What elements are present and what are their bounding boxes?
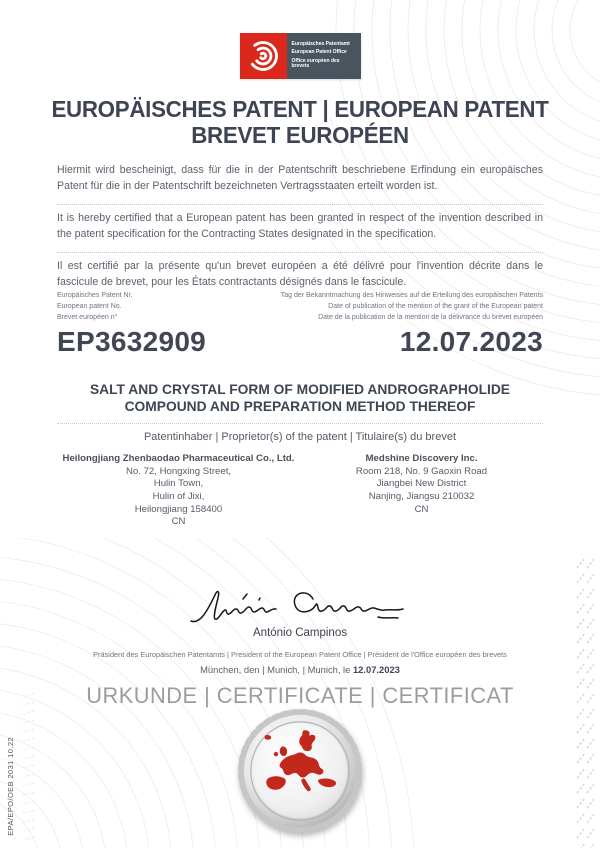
grant-date-value: 12.07.2023 [399, 326, 543, 357]
epo-seal-icon [236, 707, 364, 835]
epo-swirl-icon [240, 33, 287, 79]
proprietor-1-address-line: No. 72, Hongxing Street, [125, 465, 232, 477]
patent-number-labels [57, 291, 133, 324]
grant-date-labels [281, 291, 543, 324]
reference-labels [57, 291, 543, 324]
certification-text-fr: Il est certifié par la présente qu'un brevet européen a été délivré pour l'invention décrite dans le fascicule de brevet, pour les États contractants désignés dans le fascicule. [57, 252, 543, 300]
proprietor-1-name: Heilongjiang Zhenbaodao Pharmaceutical Co., Ltd. [62, 453, 295, 464]
certification-text-en: It is hereby certified that a European patent has been granted in respect of the invention described in the patent specification for the Contracting States designated in the specification. [57, 204, 543, 252]
epo-logo [0, 33, 600, 79]
grant-date-label-en: Date of publication of the mention of the grant of the European patent [328, 302, 543, 310]
proprietor-1-address-line: CN [171, 516, 186, 528]
epo-logo-line-en: European Patent Office [291, 49, 347, 56]
signature-place: München, den | Munich, | Munich, le [200, 664, 351, 675]
certification-text-de: Hiermit wird bescheinigt, dass für die in der Patentschrift beschriebene Erfindung ein europäisches Patent für die in der Patentschrift bezeichneten Vertragsstaaten erteilt worden ist. [57, 164, 543, 193]
patent-number-value: EP3632909 [57, 326, 207, 357]
proprietor-1-address-line: Hulin Town, [153, 478, 204, 490]
epo-logo-line-de: Europäisches Patentamt [291, 41, 350, 47]
document-code: EPA/EPO/OEB 2031 10.22 [6, 737, 15, 836]
invention-title [57, 382, 543, 424]
patent-number-label-fr: Brevet européen n° [57, 313, 118, 321]
signature-handwriting-icon [185, 585, 415, 629]
proprietor-2-address-line: Nanjing, Jiangsu 210032 [368, 490, 475, 502]
proprietor-1-address-line: Heilongjiang 158400 [134, 503, 223, 515]
page-title-line1: EUROPÄISCHES PATENT | EUROPEAN PATENT [51, 96, 549, 122]
patent-number-label-en: European patent No. [57, 302, 122, 310]
signatory-role: Präsident des Europäischen Patentamts | President of the European Patent Office | Président de l'Office européen des brevets [93, 650, 507, 659]
proprietor-2-address-line: CN [414, 503, 429, 515]
proprietors-list [57, 453, 543, 529]
signature-date: 12.07.2023 [352, 664, 400, 675]
certification-paragraphs [57, 157, 543, 299]
proprietors-heading: Patentinhaber | Proprietor(s) of the patent | Titulaire(s) du brevet [143, 430, 457, 443]
proprietor-2-name: Medshine Discovery Inc. [365, 453, 478, 464]
certificate-word-line: URKUNDE | CERTIFICATE | CERTIFICAT [86, 683, 514, 708]
epo-logo-text [287, 33, 361, 79]
reference-values [57, 326, 543, 358]
invention-section [57, 382, 543, 443]
grant-date-label-fr: Date de la publication de la mention de la délivrance du brevet européen [318, 313, 543, 321]
proprietor-2-address-line: Jiangbei New District [376, 478, 467, 490]
proprietor-1 [57, 453, 300, 529]
invention-title-line2: COMPOUND AND PREPARATION METHOD THEREOF [124, 398, 476, 414]
proprietor-1-address-line: Hulin of Jixi, [152, 490, 205, 502]
seal-section [0, 707, 600, 835]
page-title [9, 97, 591, 149]
patent-number-label-de: Europäisches Patent Nr. [57, 292, 133, 299]
proprietor-2 [300, 453, 543, 529]
signatory-name: António Campinos [253, 627, 347, 639]
signature-place-date [0, 664, 600, 675]
invention-title-line1: SALT AND CRYSTAL FORM OF MODIFIED ANDROGRAPHOLIDE [89, 382, 511, 397]
signature-section [0, 585, 600, 675]
grant-date-label-de: Tag der Bekanntmachung des Hinweises auf die Erteilung des europäischen Patents [280, 292, 543, 299]
proprietor-2-address-line: Room 218, No. 9 Gaoxin Road [355, 465, 488, 477]
epo-logo-line-fr: Office européen des brevets [291, 57, 340, 70]
page-title-line2: BREVET EUROPÉEN [191, 121, 409, 148]
